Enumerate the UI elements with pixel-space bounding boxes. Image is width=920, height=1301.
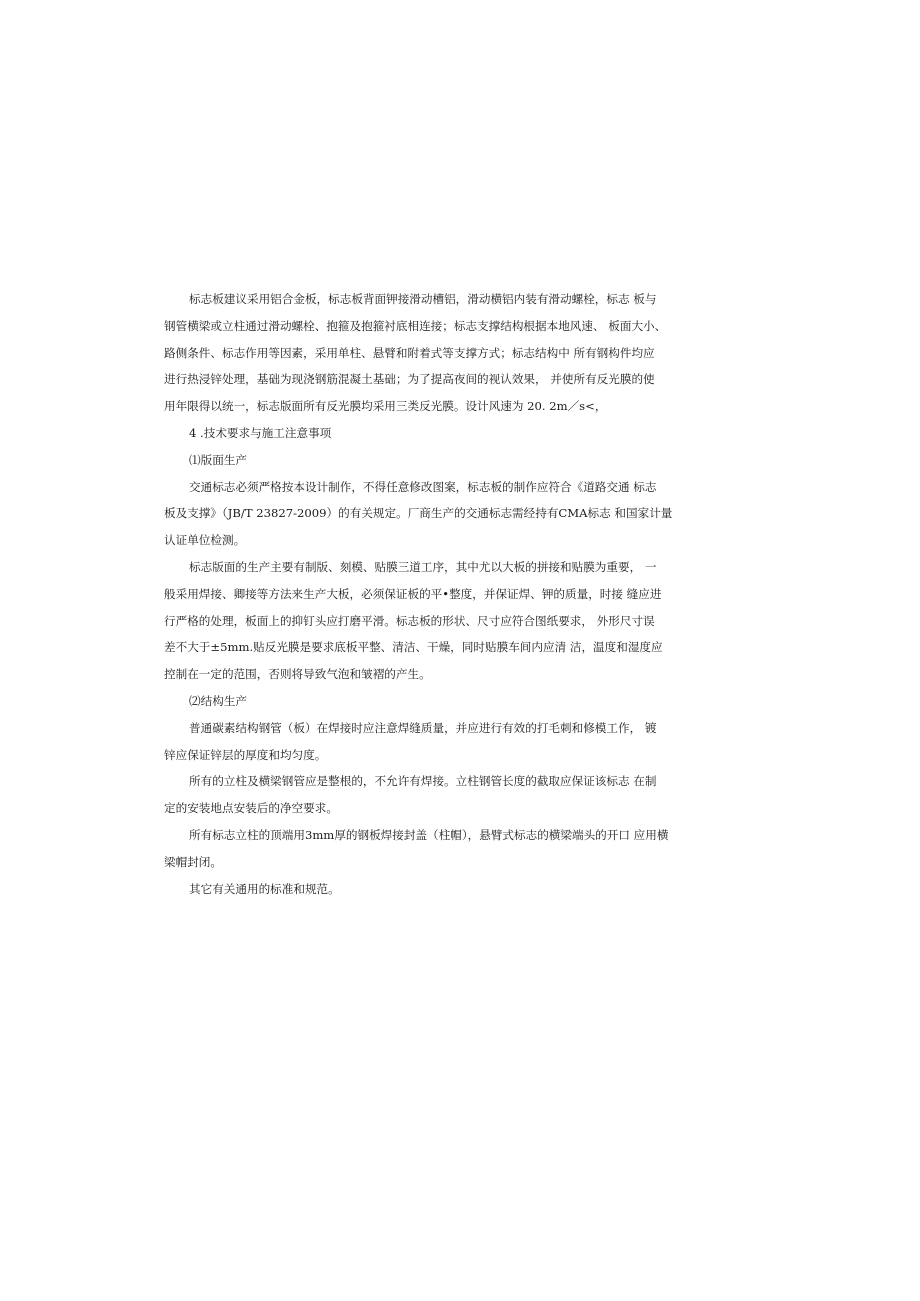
text-line: 锌应保证锌层的厚度和均匀度。	[164, 747, 327, 762]
text-line: 控制在一定的范围，否则将导致气泡和皱褶的产生。	[164, 667, 431, 682]
text-line: 梁帽封闭。	[164, 854, 222, 869]
text-line: 般采用焊接、卿接等方法来生产大板，必须保证板的平•整度，并保证焊、钾的质量，时接 缝应进	[164, 586, 662, 601]
text-line: 所有标志立柱的顶端用3mm厚的钢板焊接封盖（柱帽），悬臂式标志的横梁端头的开口 应用横	[189, 827, 669, 842]
text-line: 所有的立柱及横梁钢管应是整根的，不允许有焊接。立柱钢管长度的截取应保证该标志 在制	[189, 774, 657, 789]
text-line: 用年限得以统一，标志版面所有反光膜均采用三类反光膜。设计风速为 20. 2m／s<，	[164, 399, 607, 414]
text-line: 4 .技术要求与施工注意事项	[189, 425, 332, 440]
text-line: 差不大于±5mm.贴反光膜是要求底板平整、清洁、干燥，同时贴膜车间内应清 洁，温度和湿度应	[164, 640, 663, 655]
text-line: 普通碳素结构钢管（板）在焊接时应注意焊缝质量，并应进行有效的打毛刺和修模工作， 镀	[189, 720, 657, 735]
text-line: 定的安装地点安装后的净空要求。	[164, 801, 338, 816]
text-line: 标志板建议采用铝合金板，标志板背面钾接滑动槽铝，滑动横铝内装有滑动螺栓，标志 板与	[189, 292, 657, 306]
text-line: ⑵结构生产	[189, 693, 247, 708]
text-line: ⑴版面生产	[189, 452, 247, 467]
text-line: 认证单位检测。	[164, 533, 246, 548]
text-line: 钢管横梁或立柱通过滑动螺栓、抱箍及抱箍衬底相连接；标志支撑结构根据本地风速、 板面大小、	[164, 318, 667, 333]
text-line: 其它有关通用的标准和规范。	[189, 881, 340, 896]
text-line: 交通标志必须严格按本设计制作，不得任意修改图案，标志板的制作应符合《道路交通 标志	[189, 479, 657, 494]
text-line: 板及支撑》（JB/T 23827-2009）的有关规定。厂商生产的交通标志需经持有CMA标志 和国家计量	[164, 506, 673, 521]
text-line: 路侧条件、标志作用等因素，采用单柱、悬臂和附着式等支撑方式；标志结构中 所有钢构件均应	[164, 345, 655, 360]
document-body	[164, 286, 704, 902]
text-line: 行严格的处理，板面上的抑钉头应打磨平滑。标志板的形状、尺寸应符合图纸要求， 外形尺寸误	[164, 613, 655, 628]
text-line: 进行热浸锌处理，基础为现浇钢筋混凝土基础；为了提高夜间的视认效果， 并使所有反光膜的使	[164, 372, 655, 387]
text-line: 标志版面的生产主要有制版、刻模、贴膜三道工序，其中尤以大板的拼接和贴膜为重要， 一	[189, 559, 657, 574]
